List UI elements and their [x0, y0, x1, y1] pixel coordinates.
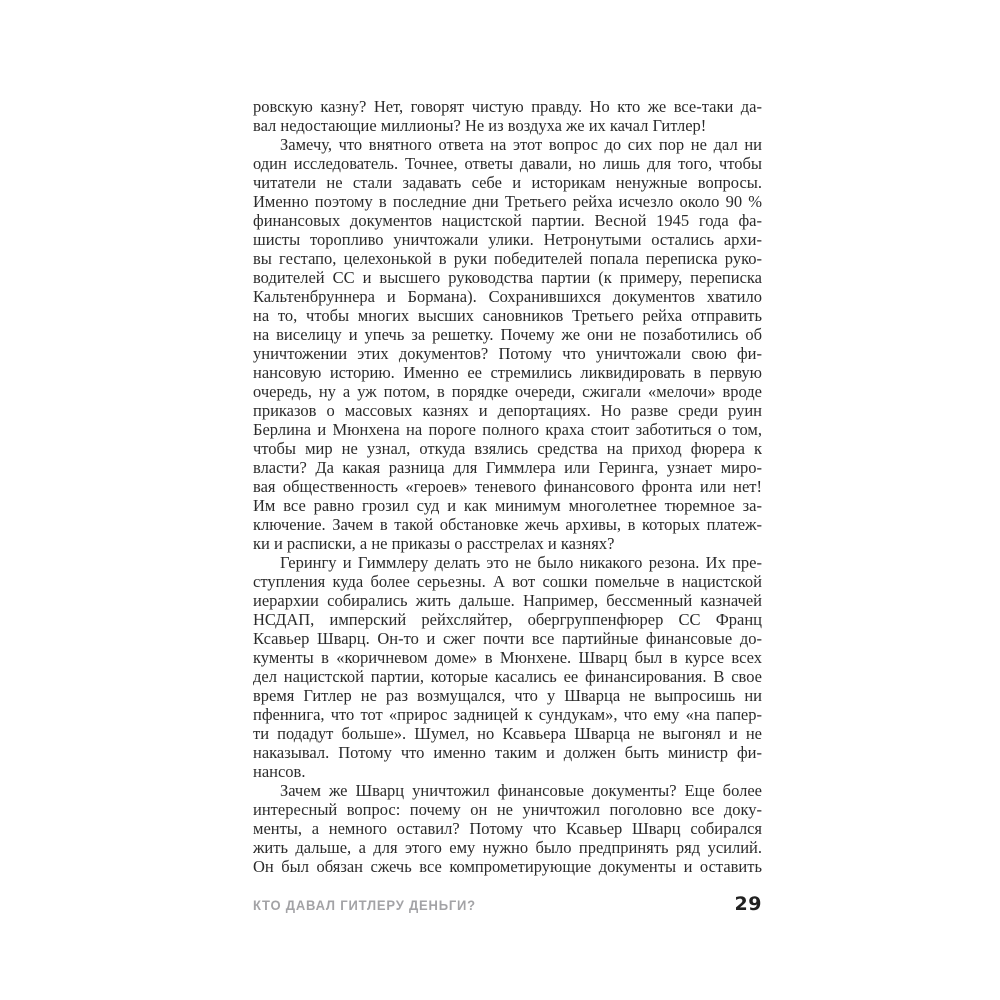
text-line: вал недостающие миллионы? Не из воздуха же их качал Гитлер! — [253, 116, 707, 135]
text-line: финансовых документов нацистской партии. Весной 1945 года фа- — [253, 211, 762, 230]
text-line: НСДАП, имперский рейхсляйтер, обергруппенфюрер СС Франц — [253, 610, 762, 629]
text-line: Им все равно грозил суд и как минимум многолетнее тюремное за- — [253, 496, 762, 515]
paragraph — [253, 553, 762, 781]
text-line: жить дальше, а для этого ему нужно было предпринять ряд усилий. — [253, 838, 762, 857]
text-line: нансов. — [253, 762, 306, 781]
text-line: очередь, ну а уж потом, в порядке очереди, сжигали «мелочи» вроде — [253, 382, 762, 401]
text-line: ступления куда более серьезны. А вот сошки помельче в нацистской — [253, 572, 762, 591]
text-line: шисты торопливо уничтожали улики. Нетронутыми остались архи- — [253, 230, 762, 249]
body-text-block — [253, 97, 762, 876]
text-line: ти подадут больше». Шумел, но Ксавьера Шварца не выгонял и не — [253, 724, 762, 743]
text-line: пфеннига, что тот «прирос задницей к сундукам», что ему «на папер- — [253, 705, 762, 724]
text-line: один исследователь. Точнее, ответы давали, но лишь для того, чтобы — [253, 154, 762, 173]
text-line: на то, чтобы многих высших сановников Третьего рейха отправить — [253, 306, 762, 325]
text-line: время Гитлер не раз возмущался, что у Шварца не выпросишь ни — [253, 686, 762, 705]
text-line: ки и расписки, а не приказы о расстрелах и казнях? — [253, 534, 615, 553]
text-line: читатели не стали задавать себе и историкам ненужные вопросы. — [253, 173, 762, 192]
text-line: чтобы мир не узнал, откуда взялись средства на приход фюрера к — [253, 439, 762, 458]
text-line: кументы в «коричневом доме» в Мюнхене. Шварц был в курсе всех — [253, 648, 762, 667]
text-line: уничтожении этих документов? Потому что уничтожали свою фи- — [253, 344, 762, 363]
paragraph — [253, 135, 762, 553]
text-line: Ксавьер Шварц. Он-то и сжег почти все партийные финансовые до- — [253, 629, 762, 648]
text-line: Берлина и Мюнхена на пороге полного краха стоит заботиться о том, — [253, 420, 762, 439]
text-line: Кальтенбруннера и Бормана). Сохранившихся документов хватило — [253, 287, 762, 306]
text-line: вы гестапо, целехонькой в руки победителей попала переписка руко- — [253, 249, 762, 268]
paragraph — [253, 781, 762, 876]
text-line: ровскую казну? Нет, говорят чистую правду. Но кто же все-таки да- — [253, 97, 762, 116]
text-line: нансовую историю. Именно ее стремились ликвидировать в первую — [253, 363, 762, 382]
text-line: дел нацистской партии, которые касались ее финансирования. В свое — [253, 667, 762, 686]
text-line: наказывал. Потому что именно таким и должен быть министр фи- — [253, 743, 762, 762]
text-line: ключение. Зачем в такой обстановке жечь архивы, в которых платеж- — [253, 515, 762, 534]
text-line: менты, а немного оставил? Потому что Ксавьер Шварц собирался — [253, 819, 762, 838]
text-line: Замечу, что внятного ответа на этот вопрос до сих пор не дал ни — [280, 135, 762, 154]
text-line: Зачем же Шварц уничтожил финансовые документы? Еще более — [280, 781, 762, 800]
page-footer — [253, 893, 762, 917]
text-line: водителей СС и высшего руководства партии (к примеру, переписка — [253, 268, 762, 287]
text-line: Именно поэтому в последние дни Третьего рейха исчезло около 90 % — [253, 192, 762, 211]
text-line: иерархии собирались жить дальше. Например, бессменный казначей — [253, 591, 762, 610]
paragraph — [253, 97, 762, 135]
text-line: Он был обязан сжечь все компрометирующие документы и оставить — [253, 857, 762, 876]
text-line: вая общественность «героев» теневого финансового фронта или нет! — [253, 477, 762, 496]
text-line: на виселицу и упечь за решетку. Почему же они не позаботились об — [253, 325, 762, 344]
text-line: Герингу и Гиммлеру делать это не было никакого резона. Их пре- — [280, 553, 762, 572]
page-number: 29 — [734, 893, 762, 915]
text-line: приказов о массовых казнях и депортациях. Но разве среди руин — [253, 401, 762, 420]
running-title: КТО ДАВАЛ ГИТЛЕРУ ДЕНЬГИ? — [253, 897, 476, 913]
text-line: власти? Да какая разница для Гиммлера или Геринга, узнает миро- — [253, 458, 762, 477]
text-line: интересный вопрос: почему он не уничтожил поголовно все доку- — [253, 800, 762, 819]
